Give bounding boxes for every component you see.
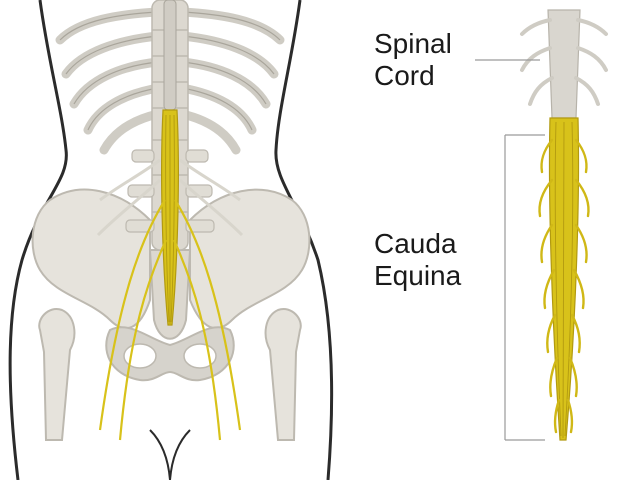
right-ilium — [190, 190, 309, 329]
left-femur — [39, 309, 74, 440]
cauda-equina-label — [374, 228, 461, 292]
isolated-spinal-cord — [522, 10, 606, 440]
spinal-cord-segment — [548, 10, 580, 118]
spinal-cord-label — [374, 28, 452, 92]
spinal-cord-left — [164, 0, 176, 110]
cauda-equina-bracket — [505, 135, 545, 440]
left-ilium — [33, 190, 150, 329]
cauda-equina-label-line2: Equina — [374, 260, 462, 291]
spinal-cord-label-line2: Cord — [374, 60, 435, 91]
cauda-equina-label-line1: Cauda — [374, 228, 457, 259]
right-femur — [266, 309, 301, 440]
spinal-cord-label-line1: Spinal — [374, 28, 452, 59]
body-illustration — [10, 0, 332, 480]
gluteal-crease — [150, 430, 190, 480]
